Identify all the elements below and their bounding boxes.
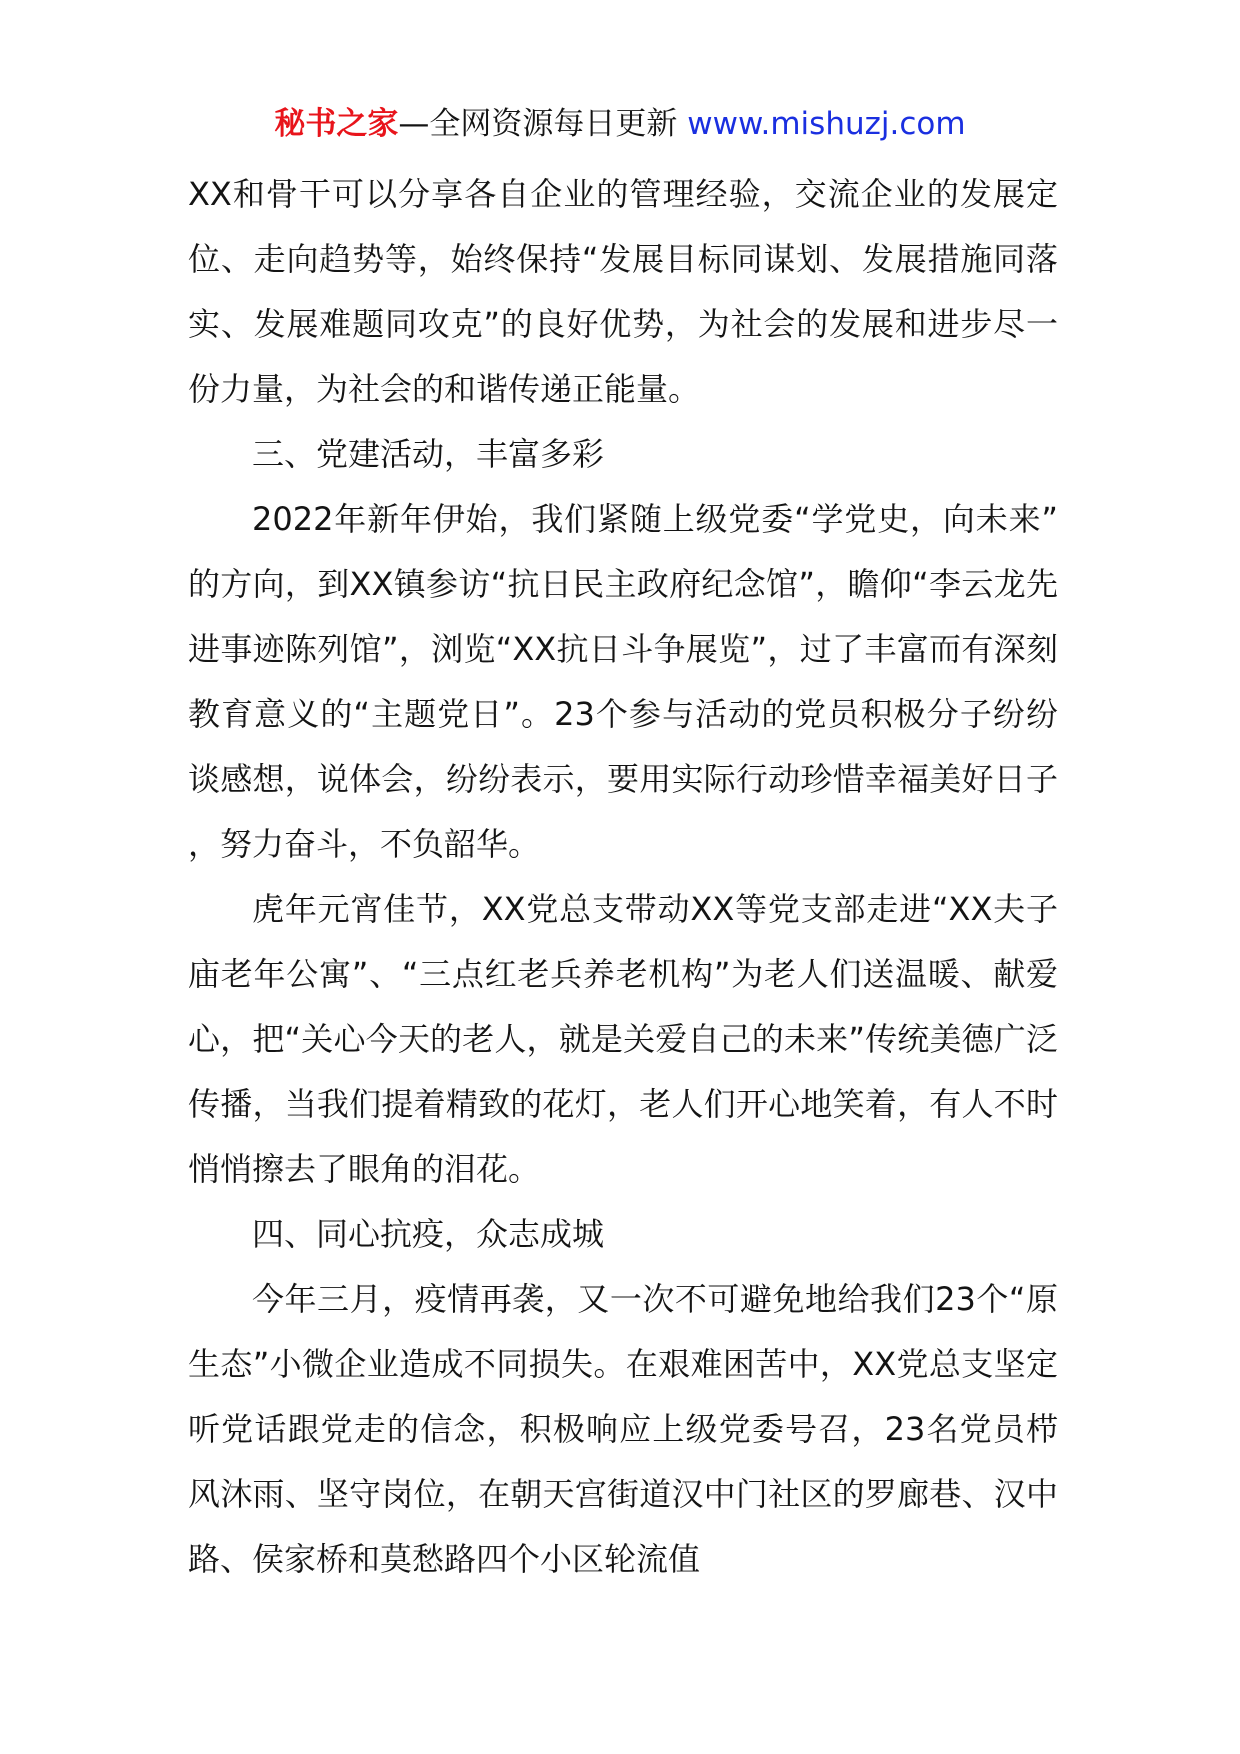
paragraph-epidemic: 今年三月，疫情再袭，又一次不可避免地给我们23个“原生态”小微企业造成不同损失。在艰难困苦中，XX党总支坚定听党话跟党走的信念，积极响应上级党委号召，23名党员栉风沐雨、坚守岗位，在朝天宫街道汉中门社区的罗廊巷、汉中路、侯家桥和莫愁路四个小区轮流值	[188, 1280, 1058, 1578]
header-site-link[interactable]: www.mishuzj.com	[687, 106, 966, 142]
header-tagline: —全网资源每日更新	[398, 106, 678, 142]
paragraph-lantern-festival: 虎年元宵佳节，XX党总支带动XX等党支部走进“XX夫子庙老年公寓”、“三点红老兵养老机构”为老人们送温暖、献爱心，把“关心今天的老人，就是关爱自己的未来”传统美德广泛传播，当我们提着精致的花灯，老人们开心地笑着，有人不时悄悄擦去了眼角的泪花。	[188, 890, 1058, 1188]
paragraph-new-year: 2022年新年伊始，我们紧随上级党委“学党史，向未来”的方向，到XX镇参访“抗日民主政府纪念馆”，瞻仰“李云龙先进事迹陈列馆”，浏览“XX抗日斗争展览”，过了丰富而有深刻教育意义的“主题党日”。23个参与活动的党员积极分子纷纷谈感想，说体会，纷纷表示，要用实际行动珍惜幸福美好日子，努力奋斗，不负韶华。	[188, 500, 1058, 863]
page-header	[0, 102, 1240, 146]
paragraph-continuation: XX和骨干可以分享各自企业的管理经验，交流企业的发展定位、走向趋势等，始终保持“发展目标同谋划、发展措施同落实、发展难题同攻克”的良好优势，为社会的发展和进步尽一份力量，为社会的和谐传递正能量。	[188, 175, 1058, 408]
document-body	[188, 162, 1058, 1592]
header-brand: 秘书之家	[274, 106, 399, 142]
section-heading-4: 四、同心抗疫，众志成城	[252, 1215, 605, 1253]
section-heading-3: 三、党建活动，丰富多彩	[252, 435, 605, 473]
